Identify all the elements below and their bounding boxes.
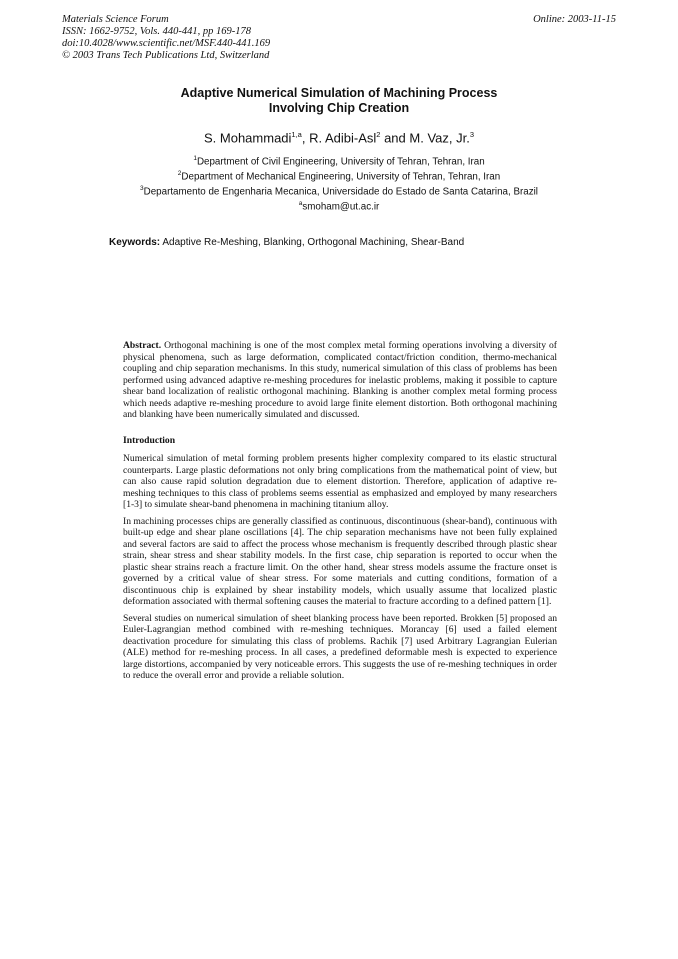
author-1-affil: 1,a bbox=[291, 130, 302, 139]
author-separator: and bbox=[380, 130, 410, 146]
affiliation-2 bbox=[0, 168, 678, 183]
intro-paragraph-1: Numerical simulation of metal forming problem presents higher complexity compared to its elastic structural counterparts. Large plastic deformations not only bring complications from the mathematical point of view, but can also cause rapid solution degradation due to element distortion. Therefore, application of adaptive re-meshing techniques to this class of problems seems essential as emphasized and employed by many researchers [1-3] to simulate shear-band phenomena in machining titanium alloy. bbox=[123, 453, 557, 510]
title-line-2: Involving Chip Creation bbox=[268, 101, 410, 115]
keywords bbox=[109, 237, 464, 249]
affiliation-marker: 2 bbox=[177, 170, 182, 177]
author-2-affil: 2 bbox=[376, 130, 381, 139]
abstract-text: Orthogonal machining is one of the most complex metal forming operations involving a diversity of physical phenomena, such as large deformation, complicated contact/friction condition, thermo-mechanical coupling and chip separation mechanisms. In this study, numerical simulation of this class of problems has been performed using advanced adaptive re-meshing procedures for inelastic problems, making it possible to capture shear band localization of realistic orthogonal machining. Blanking is another complex metal forming process which needs adaptive re-meshing procedure to avoid large finite element distortion. Both orthogonal machining and blanking have been numerically simulated and discussed. bbox=[123, 340, 557, 420]
online-date: Online: 2003-11-15 bbox=[533, 14, 616, 25]
keywords-text: Adaptive Re-Meshing, Blanking, Orthogonal Machining, Shear-Band bbox=[160, 237, 465, 248]
author-3: M. Vaz, Jr. bbox=[409, 130, 470, 146]
affiliation-text: Department of Civil Engineering, University of Tehran, Tehran, Iran bbox=[196, 156, 485, 168]
author-list bbox=[0, 127, 678, 146]
intro-paragraph-3: Several studies on numerical simulation of sheet blanking process have been reported. Brokken [5] proposed an Euler-Lagrangian method combined with re-meshing techniques. Morancay [6] used a failed element deactivation procedure for simulating this class of problems. Rachik [7] used Arbitrary Lagrangian Eulerian (ALE) method for re-meshing process. In all cases, a predefined deformable mesh is expected to experience large distortions, accompanied by very noticeable errors. This suggests the use of re-meshing techniques in order to reduce the overall error and provide a reliable solution. bbox=[123, 612, 557, 681]
doi-line: doi:10.4028/www.scientific.net/MSF.440-441.169 bbox=[62, 38, 271, 49]
keywords-label: Keywords: bbox=[109, 237, 161, 248]
paper-body bbox=[123, 340, 557, 682]
affiliation-marker: a bbox=[298, 200, 303, 207]
abstract bbox=[123, 340, 557, 421]
affiliation-marker: 3 bbox=[140, 185, 144, 192]
abstract-label: Abstract. bbox=[123, 340, 162, 351]
affiliation-3 bbox=[0, 183, 678, 198]
author-email bbox=[0, 198, 678, 213]
affiliation-text: Departamento de Engenharia Mecanica, Universidade do Estado de Santa Catarina, Brazil bbox=[143, 186, 538, 198]
author-1: S. Mohammadi bbox=[204, 130, 292, 146]
copyright-line: © 2003 Trans Tech Publications Ltd, Switzerland bbox=[62, 50, 270, 61]
issn-line: ISSN: 1662-9752, Vols. 440-441, pp 169-178 bbox=[62, 26, 251, 37]
affiliation-1 bbox=[0, 153, 678, 168]
author-3-affil: 3 bbox=[469, 130, 474, 139]
paper-title bbox=[0, 86, 678, 116]
author-separator: , bbox=[301, 130, 310, 146]
affiliation-text: Department of Mechanical Engineering, University of Tehran, Tehran, Iran bbox=[181, 171, 501, 183]
title-line-1: Adaptive Numerical Simulation of Machining Process bbox=[180, 86, 498, 100]
intro-paragraph-2: In machining processes chips are generally classified as continuous, discontinuous (shear-band), continuous with built-up edge and shear plane oscillations [4]. The chip separation mechanisms have not been fully explained and several factors are said to affect the process whose mechanism is frequently described through plastic shear strain, shear stress and shear stability models. In the first case, chip separation is reported to occur when the plastic shear strains reach a fracture limit. On the other hand, shear stress models assume the fracture onset is governed by a critical value of shear stress. For some materials and cutting conditions, formation of a discontinuous chip is explained by shear instability models, which usually assume that localized plastic deformation associated with thermal softening causes the material to fracture according to a defined pattern [1]. bbox=[123, 515, 557, 607]
author-2: R. Adibi-Asl bbox=[309, 130, 377, 146]
affiliation-marker: 1 bbox=[193, 155, 197, 162]
email-text: smoham@ut.ac.ir bbox=[302, 201, 380, 213]
journal-name: Materials Science Forum bbox=[62, 14, 169, 25]
journal-metadata bbox=[62, 14, 270, 62]
section-heading-introduction: Introduction bbox=[123, 434, 176, 446]
